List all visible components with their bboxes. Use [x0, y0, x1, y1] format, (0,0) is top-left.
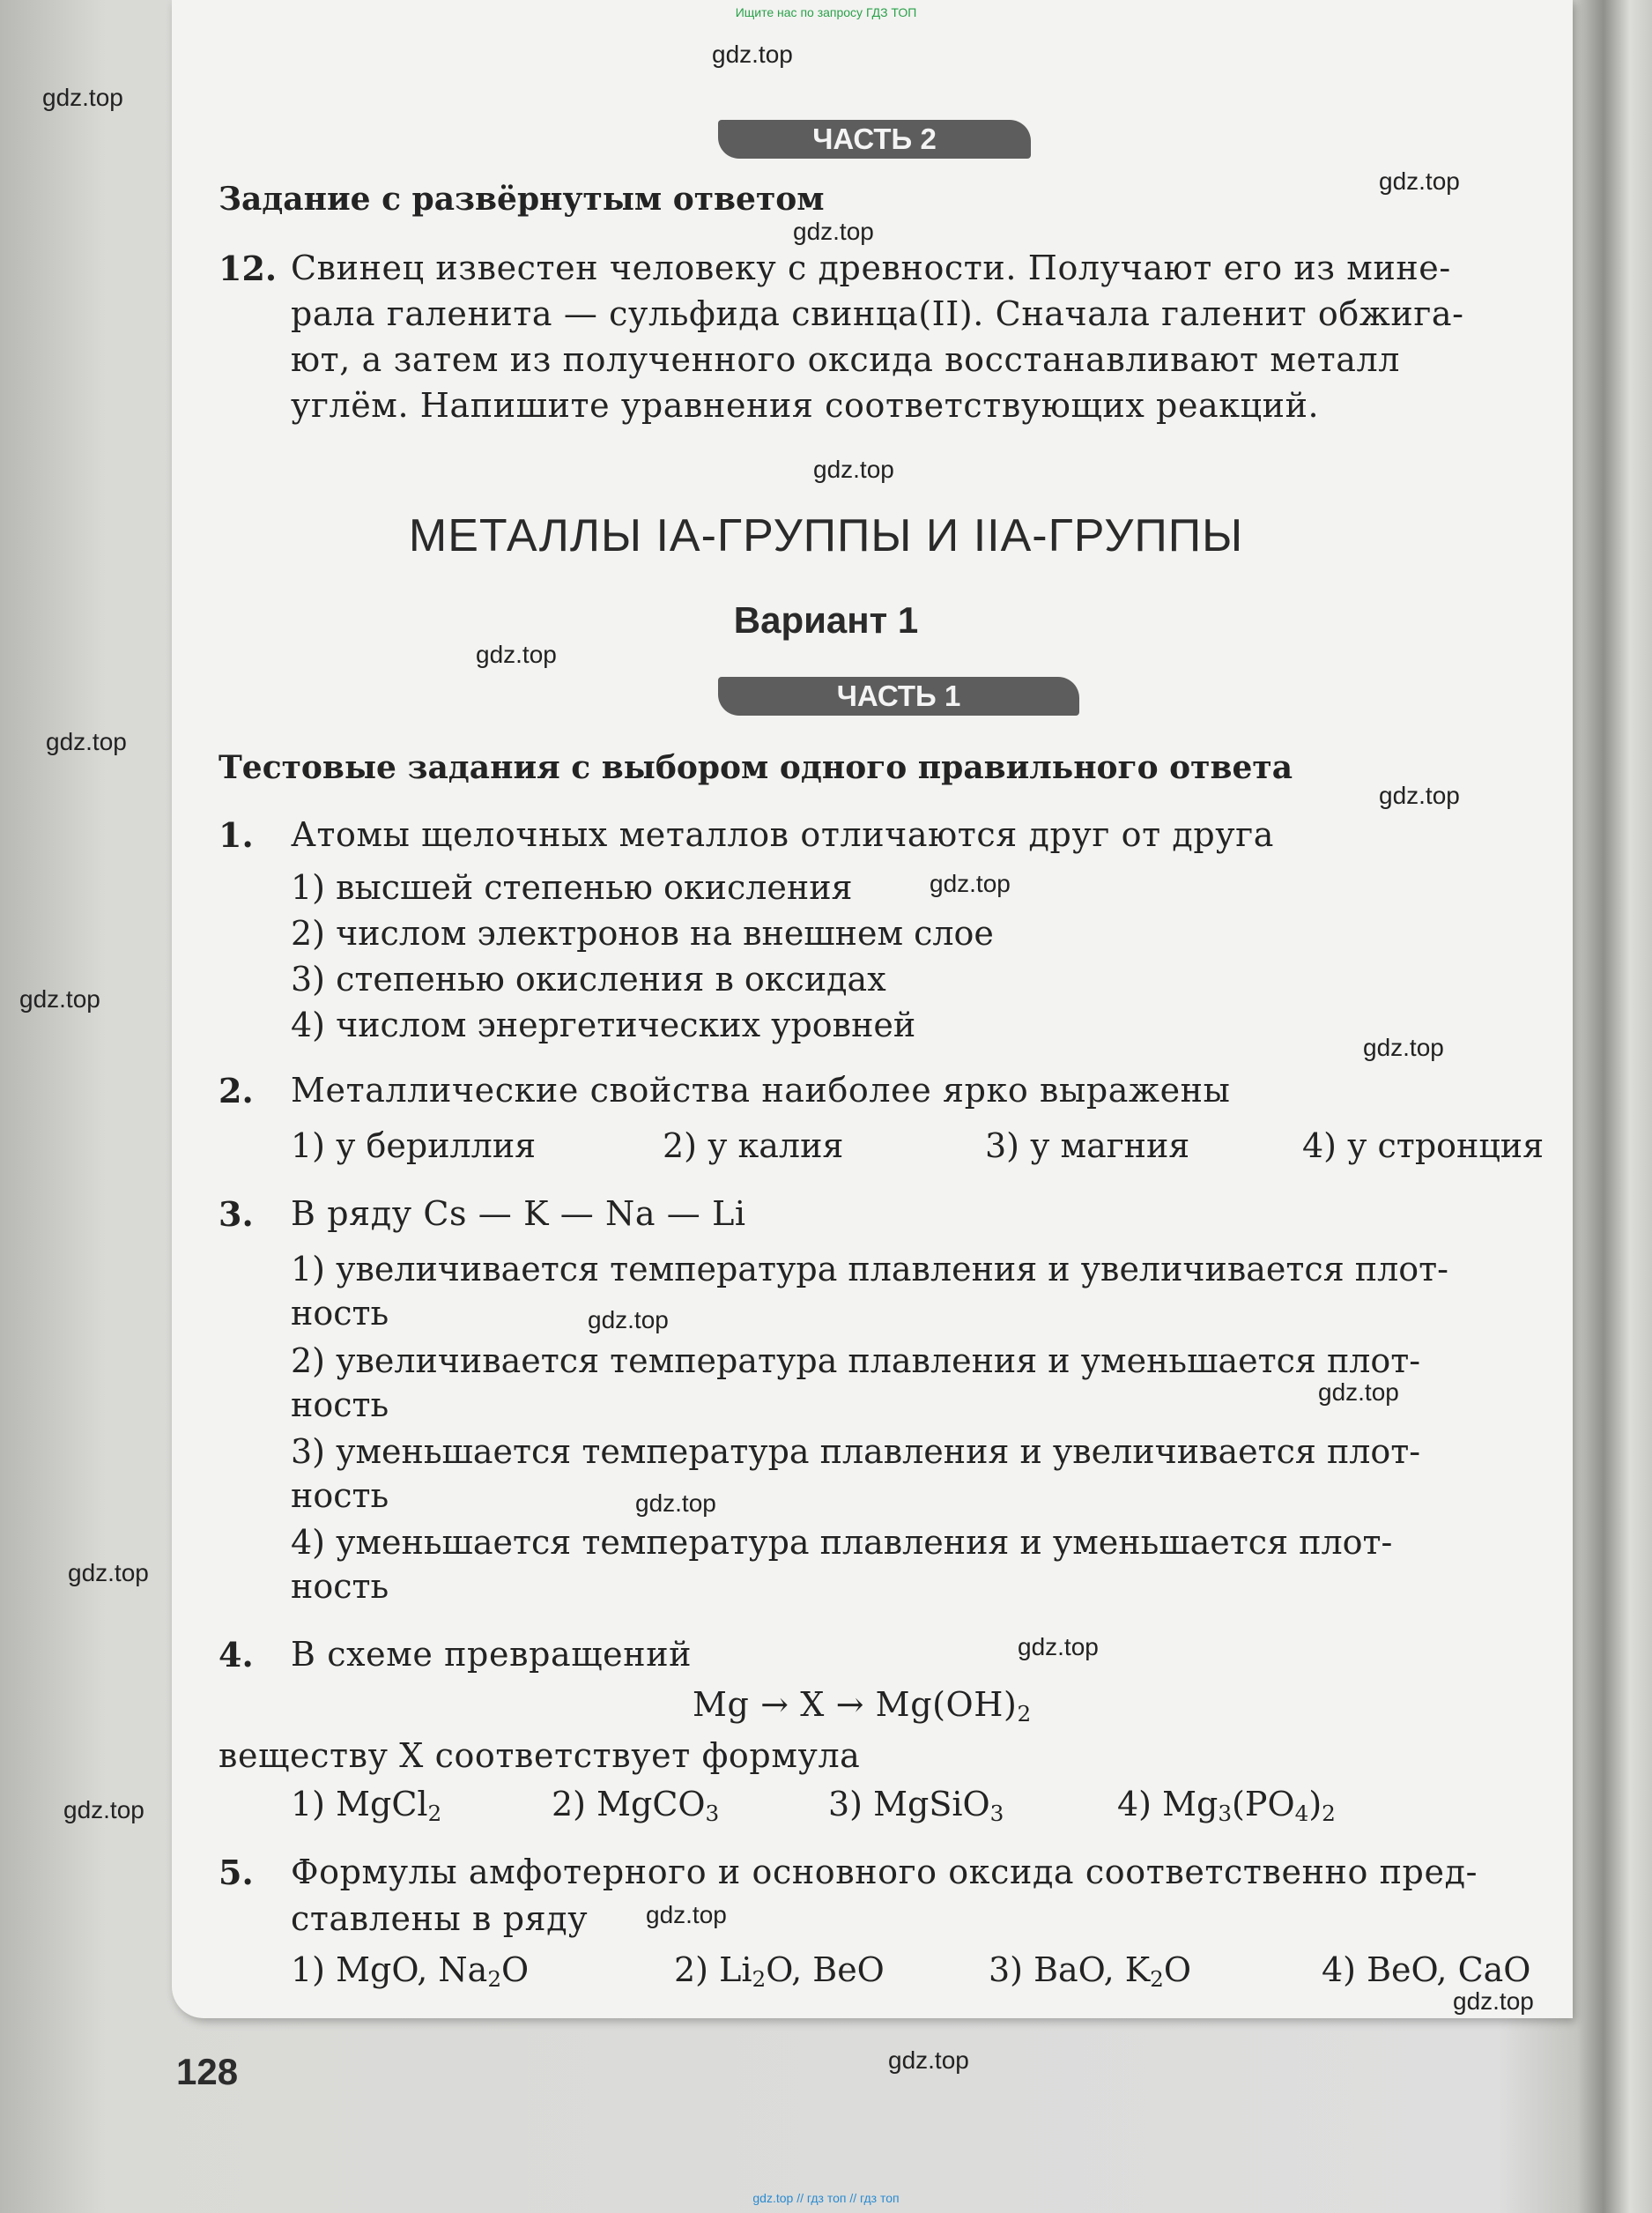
q2-text: Металлические свойства наиболее ярко выражены: [291, 1071, 1231, 1110]
task12-number: 12.: [219, 249, 278, 288]
part1-heading: Тестовые задания с выбором одного правильного ответа: [219, 749, 1293, 786]
watermark: gdz.top: [1363, 1034, 1444, 1061]
watermark: gdz.top: [46, 728, 127, 755]
watermark: gdz.top: [930, 870, 1011, 897]
q3-option[interactable]: 1) увеличивается температура плавления и увеличивается плот-: [291, 1250, 1448, 1288]
watermark: gdz.top: [42, 84, 123, 111]
page-number: 128: [176, 2051, 239, 2092]
q2-option[interactable]: 2) у калия: [663, 1126, 844, 1165]
q3-text: В ряду Cs — K — Na — Li: [291, 1194, 746, 1233]
watermark: gdz.top: [588, 1306, 669, 1333]
q4-option[interactable]: 4) $Mg_3(PO_4)_2$: [1117, 1785, 1336, 1827]
watermark: gdz.top: [646, 1901, 727, 1928]
q3-option[interactable]: ность: [291, 1567, 389, 1606]
watermark: gdz.top: [813, 456, 894, 483]
q1-number: 1.: [219, 815, 254, 855]
watermark: gdz.top: [1453, 1987, 1534, 2015]
task12-line: ют, а затем из полученного оксида восстанавливают металл: [291, 340, 1400, 379]
q3-number: 3.: [219, 1194, 254, 1234]
watermark: gdz.top: [63, 1796, 144, 1823]
variant-title: Вариант 1: [733, 599, 919, 641]
q5-option[interactable]: 3) BaO, $K_2O$: [989, 1950, 1192, 1993]
watermark: gdz.top: [68, 1559, 149, 1586]
watermark: gdz.top: [635, 1489, 716, 1517]
q1-text: Атомы щелочных металлов отличаются друг от друга: [291, 815, 1275, 854]
q4-text2: веществу X соответствует формула: [219, 1736, 861, 1775]
q1-option[interactable]: 3) степенью окисления в оксидах: [291, 960, 886, 999]
q2-option[interactable]: 3) у магния: [985, 1126, 1190, 1165]
q3-option[interactable]: 3) уменьшается температура плавления и увеличивается плот-: [291, 1432, 1421, 1471]
q4-option[interactable]: 3) MgSiO$_3$: [828, 1785, 1004, 1827]
watermark: gdz.top: [19, 985, 100, 1013]
part2-heading: Задание с развёрнутым ответом: [219, 181, 825, 218]
task12-line: рала галенита — сульфида свинца(II). Сначала галенит обжига-: [291, 294, 1464, 333]
q3-option[interactable]: 4) уменьшается температура плавления и уменьшается плот-: [291, 1523, 1393, 1562]
q4-scheme: $Mg \to X \to Mg(OH)_2$: [693, 1685, 1032, 1727]
task12-line: углём. Напишите уравнения соответствующих реакций.: [291, 386, 1320, 425]
q2-number: 2.: [219, 1071, 254, 1110]
q5-option[interactable]: 1) MgO, $Na_2O$: [291, 1950, 530, 1993]
watermark: gdz.top: [476, 641, 557, 668]
q1-option[interactable]: 1) высшей степенью окисления: [291, 868, 853, 907]
bottom-note[interactable]: gdz.top // гдз топ // гдз топ: [752, 2191, 900, 2205]
watermark: gdz.top: [1379, 782, 1460, 809]
part1-label: ЧАСТЬ 1: [718, 677, 1079, 716]
task12-line: Свинец известен человеку с древности. Получают его из мине-: [291, 249, 1451, 287]
q2-option[interactable]: 1) у бериллия: [291, 1126, 537, 1165]
top-note[interactable]: Ищите нас по запросу ГДЗ ТОП: [735, 5, 917, 19]
q3-option[interactable]: 2) увеличивается температура плавления и уменьшается плот-: [291, 1341, 1421, 1380]
watermark: gdz.top: [712, 41, 793, 68]
q5-option[interactable]: 2) $Li_2O$, BeO: [674, 1950, 885, 1993]
q5-number: 5.: [219, 1853, 254, 1892]
q4-option[interactable]: 2) MgCO$_3$: [552, 1785, 720, 1827]
q1-option[interactable]: 4) числом энергетических уровней: [291, 1006, 916, 1044]
watermark: gdz.top: [1018, 1633, 1099, 1660]
part2-label: ЧАСТЬ 2: [718, 120, 1031, 159]
watermark: gdz.top: [1379, 167, 1460, 195]
q5-option[interactable]: 4) BeO, CaO: [1322, 1950, 1531, 1989]
q4-option[interactable]: 1) MgCl$_2$: [291, 1785, 442, 1827]
q4-number: 4.: [219, 1635, 254, 1675]
q3-option[interactable]: ность: [291, 1294, 389, 1333]
q3-option[interactable]: ность: [291, 1385, 389, 1424]
section-title: МЕТАЛЛЫ IA-ГРУППЫ И IIA-ГРУППЫ: [408, 510, 1244, 561]
q3-option[interactable]: ность: [291, 1476, 389, 1515]
q2-option[interactable]: 4) у стронция: [1302, 1126, 1545, 1165]
watermark: gdz.top: [888, 2046, 969, 2074]
q4-text: В схеме превращений: [291, 1635, 693, 1674]
q5-line: Формулы амфотерного и основного оксида соответственно пред-: [291, 1853, 1478, 1891]
q5-line: ставлены в ряду: [291, 1899, 589, 1938]
q1-option[interactable]: 2) числом электронов на внешнем слое: [291, 914, 994, 953]
watermark: gdz.top: [1318, 1378, 1399, 1406]
watermark: gdz.top: [793, 218, 874, 245]
